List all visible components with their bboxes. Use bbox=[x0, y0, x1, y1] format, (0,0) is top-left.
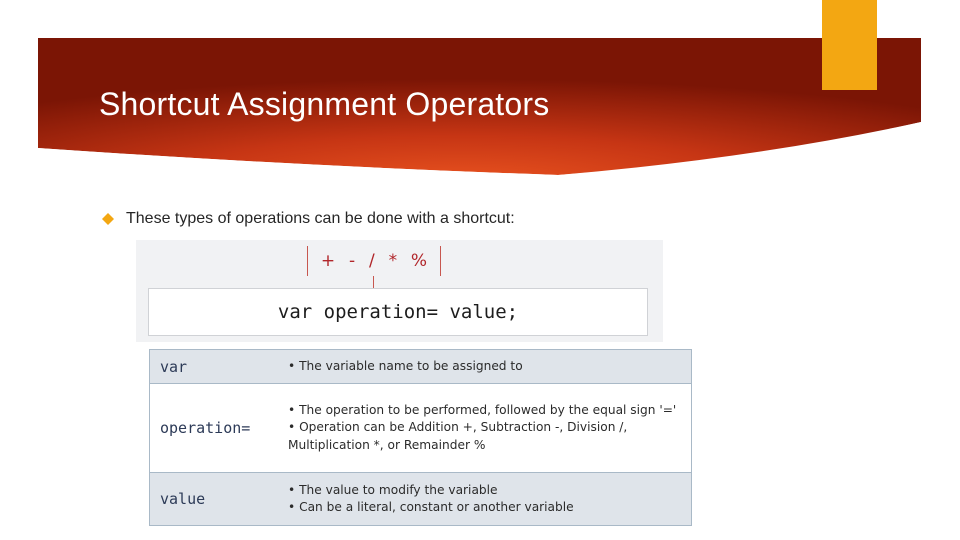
table-row bbox=[150, 384, 691, 473]
description-line: • Can be a literal, constant or another variable bbox=[288, 500, 574, 514]
bullet-item bbox=[102, 210, 515, 228]
operator-plus: + bbox=[320, 251, 336, 271]
description-line: • Operation can be Addition +, Subtraction -, Division /, bbox=[288, 420, 628, 435]
operator-minus: - bbox=[349, 251, 356, 271]
operator-divide: / bbox=[369, 251, 375, 271]
slide-title: Shortcut Assignment Operators bbox=[99, 86, 550, 122]
table-term: operation= bbox=[160, 419, 251, 437]
table-row bbox=[150, 350, 691, 384]
description-line: Multiplication *, or Remainder % bbox=[288, 437, 486, 452]
table-description bbox=[278, 402, 691, 455]
description-line: • The operation to be performed, followed by the equal sign '=' bbox=[288, 402, 677, 417]
description-line: • The variable name to be assigned to bbox=[288, 358, 523, 373]
bullet-text: These types of operations can be done with a shortcut: bbox=[126, 210, 515, 227]
syntax-diagram bbox=[136, 240, 663, 342]
description-line: • The value to modify the variable bbox=[288, 482, 498, 497]
table-row bbox=[150, 473, 691, 525]
syntax-table bbox=[149, 349, 692, 526]
table-term: value bbox=[160, 490, 206, 508]
bullet-diamond-icon bbox=[102, 213, 114, 225]
syntax-expression: var operation= value; bbox=[148, 288, 648, 336]
table-description bbox=[278, 482, 691, 517]
accent-tab bbox=[822, 0, 877, 90]
operator-remainder: % bbox=[410, 251, 428, 271]
table-description bbox=[278, 358, 691, 376]
operator-list bbox=[307, 246, 441, 276]
table-term: var bbox=[160, 357, 188, 376]
operator-multiply: * bbox=[388, 251, 398, 271]
